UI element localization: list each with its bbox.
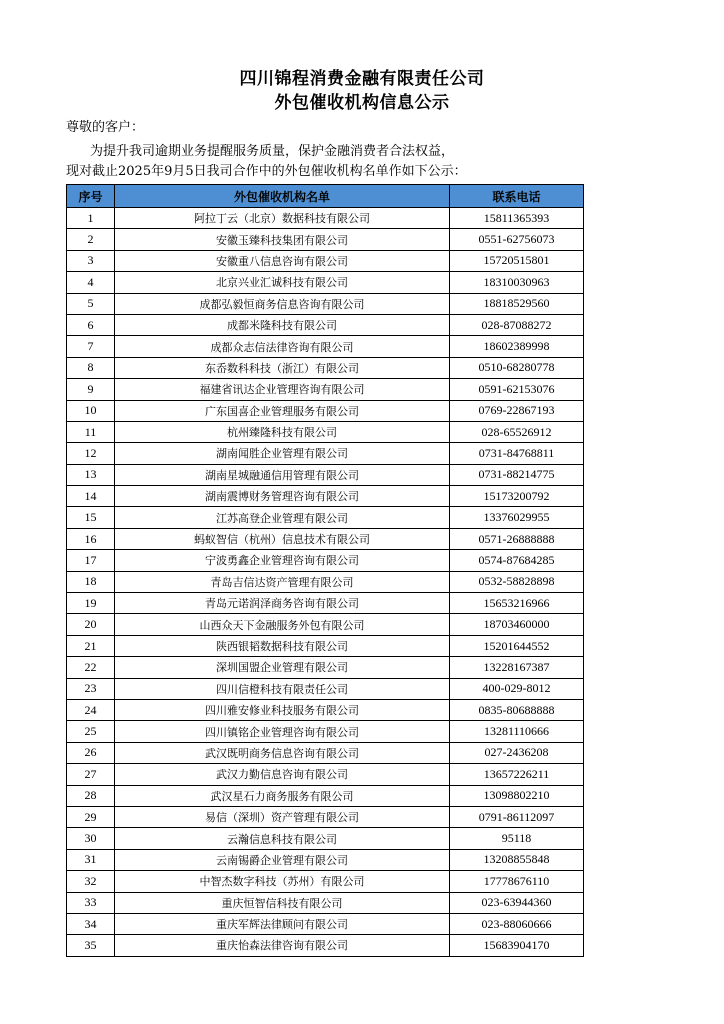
agency-name: 杭州臻隆科技有限公司 [115,421,450,442]
agency-name: 蚂蚁智信（杭州）信息技术有限公司 [115,528,450,549]
row-index: 2 [67,229,115,250]
agency-phone: 15811365393 [450,208,584,229]
table-row [67,892,584,913]
table-row [67,208,584,229]
agency-phone: 13098802210 [450,785,584,806]
table-row [67,293,584,314]
row-index: 16 [67,528,115,549]
table-row [67,657,584,678]
table-row [67,357,584,378]
row-index: 34 [67,913,115,934]
agency-phone: 0571-26888888 [450,528,584,549]
row-index: 21 [67,635,115,656]
agency-phone: 0835-80688888 [450,699,584,720]
agency-name: 武汉既明商务信息咨询有限公司 [115,742,450,763]
table-row [67,443,584,464]
agency-phone: 027-2436208 [450,742,584,763]
agency-name: 重庆军辉法律顾问有限公司 [115,913,450,934]
agency-phone: 023-63944360 [450,892,584,913]
row-index: 31 [67,849,115,870]
table-row [67,593,584,614]
agency-name: 湖南闻胜企业管理有限公司 [115,443,450,464]
row-index: 18 [67,571,115,592]
agency-name: 四川信橙科技有限责任公司 [115,678,450,699]
table-row [67,571,584,592]
agency-name: 福建省讯达企业管理咨询有限公司 [115,379,450,400]
table-row [67,250,584,271]
table-row [67,528,584,549]
agency-name: 北京兴业汇诚科技有限公司 [115,272,450,293]
agency-phone: 18310030963 [450,272,584,293]
intro-line-2: 现对截止2025年9月5日我司合作中的外包催收机构名单作如下公示： [66,164,467,179]
agency-name: 陕西银韬数据科技有限公司 [115,635,450,656]
table-row [67,721,584,742]
document-subtitle: 外包催收机构信息公示 [274,93,450,113]
agency-phone: 95118 [450,828,584,849]
greeting-text: 尊敬的客户： [66,120,145,135]
table-row [67,913,584,934]
agency-name: 深圳国盟企业管理有限公司 [115,657,450,678]
intro-line-1: 为提升我司逾期业务提醒服务质量，保护金融消费者合法权益， [90,144,455,159]
agency-phone: 13281110666 [450,721,584,742]
table-row [67,614,584,635]
agency-name: 武汉星石力商务服务有限公司 [115,785,450,806]
row-index: 20 [67,614,115,635]
agency-name: 青岛元诺润泽商务咨询有限公司 [115,593,450,614]
agency-phone: 0791-86112097 [450,806,584,827]
agency-name: 江苏高登企业管理有限公司 [115,507,450,528]
agency-name: 青岛吉信达资产管理有限公司 [115,571,450,592]
agency-name: 东岙数科科技（浙江）有限公司 [115,357,450,378]
table-row [67,421,584,442]
row-index: 25 [67,721,115,742]
row-index: 15 [67,507,115,528]
row-index: 11 [67,421,115,442]
table-row [67,486,584,507]
agency-phone: 18703460000 [450,614,584,635]
document-title: 四川锦程消费金融有限责任公司 [239,69,485,89]
header-phone: 联系电话 [450,185,584,208]
table-row [67,742,584,763]
row-index: 26 [67,742,115,763]
agency-phone: 0532-58828898 [450,571,584,592]
table-row [67,828,584,849]
row-index: 3 [67,250,115,271]
row-index: 22 [67,657,115,678]
row-index: 5 [67,293,115,314]
table-row [67,314,584,335]
row-index: 17 [67,550,115,571]
agency-phone: 18818529560 [450,293,584,314]
table-row [67,229,584,250]
row-index: 12 [67,443,115,464]
agency-name: 成都米隆科技有限公司 [115,314,450,335]
agency-phone: 15720515801 [450,250,584,271]
agency-phone: 0551-62756073 [450,229,584,250]
agency-name: 云南锡爵企业管理有限公司 [115,849,450,870]
table-header-row [67,185,584,208]
agency-phone: 13208855848 [450,849,584,870]
row-index: 24 [67,699,115,720]
agency-phone: 0731-88214775 [450,464,584,485]
row-index: 9 [67,379,115,400]
agency-phone: 15683904170 [450,935,584,956]
table-row [67,806,584,827]
agency-phone: 18602389998 [450,336,584,357]
agency-table [66,184,584,957]
agency-name: 四川镇铭企业管理咨询有限公司 [115,721,450,742]
agency-name: 四川雅安修业科技服务有限公司 [115,699,450,720]
agency-name: 武汉力勤信息咨询有限公司 [115,764,450,785]
header-index: 序号 [67,185,115,208]
agency-phone: 13657226211 [450,764,584,785]
agency-name: 成都众志信法律咨询有限公司 [115,336,450,357]
table-row [67,379,584,400]
table-row [67,400,584,421]
agency-phone: 15653216966 [450,593,584,614]
header-agency-name: 外包催收机构名单 [115,185,450,208]
table-row [67,336,584,357]
table-row [67,550,584,571]
table-row [67,935,584,956]
agency-phone: 15201644552 [450,635,584,656]
agency-name: 中智杰数字科技（苏州）有限公司 [115,871,450,892]
row-index: 28 [67,785,115,806]
row-index: 33 [67,892,115,913]
agency-name: 湖南震博财务管理咨询有限公司 [115,486,450,507]
table-row [67,507,584,528]
agency-name: 重庆怡森法律咨询有限公司 [115,935,450,956]
agency-name: 山西众天下金融服务外包有限公司 [115,614,450,635]
agency-name: 湖南星城融通信用管理有限公司 [115,464,450,485]
table-row [67,635,584,656]
table-row [67,678,584,699]
table-row [67,699,584,720]
agency-name: 易信（深圳）资产管理有限公司 [115,806,450,827]
row-index: 19 [67,593,115,614]
row-index: 32 [67,871,115,892]
table-row [67,849,584,870]
agency-name: 成都弘毅恒商务信息咨询有限公司 [115,293,450,314]
row-index: 1 [67,208,115,229]
row-index: 30 [67,828,115,849]
agency-phone: 13228167387 [450,657,584,678]
agency-name: 广东国喜企业管理服务有限公司 [115,400,450,421]
agency-name: 宁波勇鑫企业管理咨询有限公司 [115,550,450,571]
row-index: 35 [67,935,115,956]
agency-phone: 400-029-8012 [450,678,584,699]
row-index: 14 [67,486,115,507]
agency-phone: 13376029955 [450,507,584,528]
agency-phone: 0731-84768811 [450,443,584,464]
agency-phone: 028-65526912 [450,421,584,442]
table-row [67,764,584,785]
row-index: 10 [67,400,115,421]
agency-name: 安徽玉臻科技集团有限公司 [115,229,450,250]
table-row [67,871,584,892]
row-index: 29 [67,806,115,827]
row-index: 8 [67,357,115,378]
agency-phone: 15173200792 [450,486,584,507]
table-row [67,464,584,485]
table-body [67,208,584,957]
row-index: 7 [67,336,115,357]
agency-phone: 0591-62153076 [450,379,584,400]
agency-phone: 0510-68280778 [450,357,584,378]
row-index: 23 [67,678,115,699]
table-row [67,785,584,806]
row-index: 13 [67,464,115,485]
agency-phone: 028-87088272 [450,314,584,335]
row-index: 27 [67,764,115,785]
agency-phone: 0769-22867193 [450,400,584,421]
row-index: 4 [67,272,115,293]
agency-name: 安徽重八信息咨询有限公司 [115,250,450,271]
table-row [67,272,584,293]
row-index: 6 [67,314,115,335]
agency-name: 阿拉丁云（北京）数据科技有限公司 [115,208,450,229]
agency-phone: 023-88060666 [450,913,584,934]
agency-name: 云瀚信息科技有限公司 [115,828,450,849]
agency-name: 重庆恒智信科技有限公司 [115,892,450,913]
agency-phone: 17778676110 [450,871,584,892]
agency-phone: 0574-87684285 [450,550,584,571]
